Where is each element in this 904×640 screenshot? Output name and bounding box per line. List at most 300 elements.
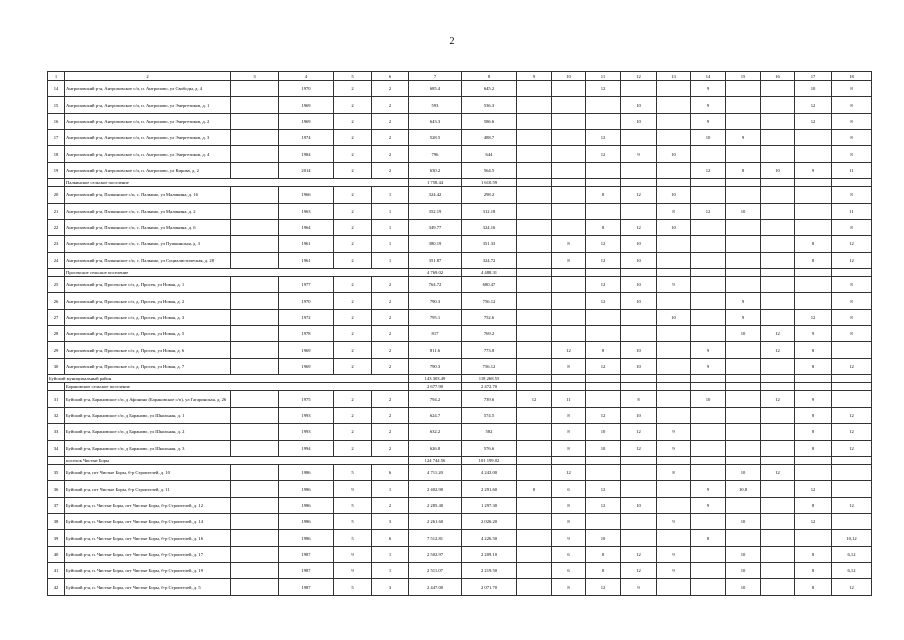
value-cell: 2: [334, 97, 372, 113]
value-cell: 2: [334, 293, 372, 309]
value-cell: 10: [621, 342, 657, 358]
value-cell: 4 711.20: [409, 465, 462, 481]
value-cell: [832, 268, 872, 276]
value-cell: [795, 383, 832, 391]
value-cell: [552, 293, 586, 309]
value-cell: 1: [372, 546, 409, 562]
value-cell: 1: [372, 219, 409, 235]
value-cell: 324.42: [409, 187, 462, 203]
value-cell: 2 071.70: [462, 579, 517, 595]
value-cell: 9: [795, 391, 832, 407]
row-number-cell: 27: [48, 309, 65, 325]
value-cell: 2: [334, 326, 372, 342]
value-cell: [795, 293, 832, 309]
value-cell: [832, 481, 872, 497]
column-number-cell: 10: [552, 72, 586, 81]
value-cell: 8: [552, 579, 586, 595]
value-cell: 626.8: [409, 440, 462, 456]
address-cell: Антроповский р-н, Просекское с/п, д. Просек, ул Новая, д. 6: [65, 342, 231, 358]
district-name-cell: Буйский муниципальный район: [48, 375, 409, 383]
value-cell: [761, 563, 795, 579]
value-cell: 10: [726, 579, 761, 595]
value-cell: [231, 236, 279, 252]
value-cell: [657, 407, 691, 423]
value-cell: [726, 187, 761, 203]
column-number-cell: 2: [65, 72, 231, 81]
value-cell: 1977: [279, 277, 334, 293]
row-number-cell: 30: [48, 358, 65, 374]
value-cell: 1993: [279, 407, 334, 423]
row-number-cell: 22: [48, 219, 65, 235]
value-cell: [621, 179, 657, 187]
value-cell: 4 226.50: [462, 530, 517, 546]
row-number-cell: 20: [48, 187, 65, 203]
value-cell: 1993: [279, 424, 334, 440]
value-cell: 2: [334, 252, 372, 268]
value-cell: [726, 113, 761, 129]
value-cell: [231, 113, 279, 129]
value-cell: 9: [657, 546, 691, 562]
value-cell: 9: [691, 342, 726, 358]
value-cell: [761, 375, 795, 383]
value-cell: 12: [586, 358, 621, 374]
value-cell: [621, 456, 657, 464]
value-cell: [517, 162, 552, 178]
value-cell: [231, 252, 279, 268]
value-cell: 811.6: [409, 342, 462, 358]
value-cell: 9: [726, 293, 761, 309]
value-cell: [795, 179, 832, 187]
value-cell: 12: [832, 236, 872, 252]
value-cell: 10: [657, 187, 691, 203]
page-number: 2: [449, 36, 455, 47]
value-cell: 351.87: [409, 252, 462, 268]
value-cell: 6,12: [832, 563, 872, 579]
table-row: [48, 277, 872, 293]
total-area-cell: 143 303.49: [409, 375, 462, 383]
value-cell: [691, 326, 726, 342]
value-cell: 582: [462, 424, 517, 440]
value-cell: [231, 563, 279, 579]
value-cell: 2 502.97: [409, 546, 462, 562]
column-number-cell: 11: [586, 72, 621, 81]
value-cell: [231, 530, 279, 546]
living-area-cell: 118 268.55: [462, 375, 517, 383]
address-cell: Буйский р-н, Барановское с/п, д Афонино (Барановское с/п), ул Гагаринская, д. 26: [65, 391, 231, 407]
value-cell: 8: [552, 440, 586, 456]
value-cell: [726, 81, 761, 97]
value-cell: [48, 456, 65, 464]
value-cell: 773.8: [462, 342, 517, 358]
value-cell: [761, 407, 795, 423]
value-cell: 12: [621, 219, 657, 235]
value-cell: 12: [586, 579, 621, 595]
value-cell: 2: [334, 203, 372, 219]
value-cell: 2: [372, 342, 409, 358]
table-row: [48, 97, 872, 113]
row-number-cell: 31: [48, 391, 65, 407]
value-cell: [795, 187, 832, 203]
value-cell: [761, 146, 795, 162]
value-cell: 352.19: [409, 203, 462, 219]
value-cell: [231, 391, 279, 407]
value-cell: 7 512.81: [409, 530, 462, 546]
value-cell: 2 209.10: [462, 546, 517, 562]
value-cell: 8: [832, 219, 872, 235]
value-cell: [761, 293, 795, 309]
value-cell: [691, 407, 726, 423]
value-cell: [552, 81, 586, 97]
value-cell: 536.3: [462, 97, 517, 113]
value-cell: [657, 268, 691, 276]
value-cell: 10: [795, 81, 832, 97]
value-cell: [691, 309, 726, 325]
value-cell: [586, 162, 621, 178]
row-number-cell: 36: [48, 481, 65, 497]
settlement-name-cell: поселок Чистые Боры: [65, 456, 409, 464]
value-cell: [517, 407, 552, 423]
value-cell: 12: [795, 481, 832, 497]
value-cell: 644: [462, 146, 517, 162]
value-cell: [832, 342, 872, 358]
value-cell: [657, 383, 691, 391]
column-number-cell: 18: [832, 72, 872, 81]
row-number-cell: 35: [48, 465, 65, 481]
value-cell: [657, 162, 691, 178]
value-cell: 2: [372, 391, 409, 407]
value-cell: 1978: [279, 326, 334, 342]
value-cell: 794.2: [409, 391, 462, 407]
address-cell: Антроповский р-н, Просекское с/п, д. Просек, ул Новая, д. 7: [65, 358, 231, 374]
value-cell: [552, 277, 586, 293]
address-cell: Буйский р-н, Барановское с/п, д Бараново, ул Школьная, д. 2: [65, 424, 231, 440]
value-cell: 1970: [279, 293, 334, 309]
value-cell: 2: [334, 440, 372, 456]
value-cell: 8: [832, 309, 872, 325]
value-cell: 10: [621, 97, 657, 113]
address-cell: Антроповский р-н, Просекское с/п, д. Просек, ул Новая, д. 5: [65, 326, 231, 342]
value-cell: [761, 187, 795, 203]
value-cell: 5: [334, 530, 372, 546]
value-cell: 10: [726, 514, 761, 530]
value-cell: [761, 309, 795, 325]
value-cell: 10: [586, 440, 621, 456]
value-cell: [761, 219, 795, 235]
table-body: [48, 72, 872, 596]
address-cell: Буйский р-н, пгт Чистые Боры, б-р Строителей, д. 11: [65, 481, 231, 497]
value-cell: [586, 97, 621, 113]
value-cell: 790.3: [409, 358, 462, 374]
value-cell: 630.2: [409, 162, 462, 178]
value-cell: 11: [552, 391, 586, 407]
table-row: [48, 252, 872, 268]
value-cell: [795, 268, 832, 276]
value-cell: [48, 383, 65, 391]
value-cell: [231, 497, 279, 513]
value-cell: 2: [372, 326, 409, 342]
value-cell: 2 219.50: [462, 563, 517, 579]
row-number-cell: 29: [48, 342, 65, 358]
value-cell: 1 297.30: [462, 497, 517, 513]
value-cell: 12: [586, 252, 621, 268]
value-cell: 12: [761, 342, 795, 358]
value-cell: [231, 407, 279, 423]
value-cell: [691, 424, 726, 440]
value-cell: [761, 252, 795, 268]
column-number-cell: 7: [409, 72, 462, 81]
value-cell: 2: [372, 277, 409, 293]
value-cell: 2014: [279, 162, 334, 178]
value-cell: [552, 383, 586, 391]
value-cell: [517, 252, 552, 268]
value-cell: 2: [334, 113, 372, 129]
value-cell: 9: [657, 440, 691, 456]
row-number-cell: 21: [48, 203, 65, 219]
value-cell: [795, 219, 832, 235]
value-cell: 10: [621, 236, 657, 252]
value-cell: 2 511.07: [409, 563, 462, 579]
value-cell: 12: [552, 465, 586, 481]
value-cell: [231, 358, 279, 374]
column-number-cell: 4: [279, 72, 334, 81]
value-cell: [691, 375, 726, 383]
column-number-cell: 3: [231, 72, 279, 81]
value-cell: 11: [832, 162, 872, 178]
value-cell: 10: [657, 219, 691, 235]
address-cell: Антроповский р-н, Палкинское с/п, с. Палкино, ул Малинина, д. 16: [65, 187, 231, 203]
value-cell: 12: [832, 407, 872, 423]
value-cell: 10: [726, 563, 761, 579]
value-cell: [621, 465, 657, 481]
value-cell: [517, 293, 552, 309]
row-number-cell: 23: [48, 236, 65, 252]
value-cell: [761, 130, 795, 146]
value-cell: 9: [657, 277, 691, 293]
table-row: [48, 219, 872, 235]
value-cell: 9: [795, 162, 832, 178]
value-cell: [657, 252, 691, 268]
value-cell: [621, 481, 657, 497]
value-cell: [761, 113, 795, 129]
value-cell: 685.4: [409, 81, 462, 97]
value-cell: 8: [832, 326, 872, 342]
address-cell: Антроповский р-н, Палкинское с/п, с. Палкино, ул Пушкинская, д. 3: [65, 236, 231, 252]
value-cell: [231, 162, 279, 178]
row-number-cell: 25: [48, 277, 65, 293]
total-area-cell: 2 677.90: [409, 383, 462, 391]
total-area-cell: 124 744.56: [409, 456, 462, 464]
value-cell: [621, 81, 657, 97]
value-cell: [657, 530, 691, 546]
value-cell: [517, 130, 552, 146]
value-cell: [517, 187, 552, 203]
value-cell: 10: [691, 391, 726, 407]
value-cell: 10: [657, 309, 691, 325]
value-cell: 1994: [279, 440, 334, 456]
value-cell: [761, 268, 795, 276]
value-cell: [657, 497, 691, 513]
table-row: [48, 407, 872, 423]
table-row: [48, 563, 872, 579]
value-cell: 12: [552, 342, 586, 358]
value-cell: 2: [334, 187, 372, 203]
value-cell: 9: [334, 546, 372, 562]
value-cell: 10: [621, 113, 657, 129]
value-cell: [517, 268, 552, 276]
value-cell: 10: [586, 530, 621, 546]
table-row: [48, 546, 872, 562]
table-row: [48, 162, 872, 178]
value-cell: [586, 514, 621, 530]
column-number-cell: 13: [657, 72, 691, 81]
value-cell: [517, 375, 552, 383]
value-cell: 1: [372, 481, 409, 497]
value-cell: 12: [691, 162, 726, 178]
value-cell: 8: [795, 424, 832, 440]
value-cell: 12: [586, 497, 621, 513]
value-cell: 2: [334, 130, 372, 146]
table-row: [48, 146, 872, 162]
value-cell: 790.3: [409, 293, 462, 309]
value-cell: [552, 113, 586, 129]
value-cell: 8: [795, 252, 832, 268]
value-cell: 564.5: [462, 162, 517, 178]
value-cell: 12: [586, 293, 621, 309]
value-cell: 12: [795, 97, 832, 113]
value-cell: 8: [832, 293, 872, 309]
value-cell: [726, 383, 761, 391]
settlement-subtotal-row: [48, 456, 872, 464]
column-number-cell: 9: [517, 72, 552, 81]
value-cell: 2: [372, 440, 409, 456]
value-cell: 8: [795, 579, 832, 595]
value-cell: [552, 219, 586, 235]
value-cell: [586, 383, 621, 391]
value-cell: [691, 579, 726, 595]
value-cell: 2: [334, 81, 372, 97]
value-cell: 1964: [279, 219, 334, 235]
value-cell: 8: [586, 187, 621, 203]
value-cell: 2: [372, 309, 409, 325]
table-row: [48, 497, 872, 513]
value-cell: [691, 268, 726, 276]
value-cell: 756.12: [462, 358, 517, 374]
table-row: [48, 440, 872, 456]
address-cell: Буйский р-н, Барановское с/п, д Бараново, ул Школьная, д. 3: [65, 440, 231, 456]
settlement-subtotal-row: [48, 179, 872, 187]
table-row: [48, 326, 872, 342]
value-cell: 8: [726, 162, 761, 178]
value-cell: 12: [832, 252, 872, 268]
value-cell: 1969: [279, 113, 334, 129]
value-cell: [726, 424, 761, 440]
value-cell: [586, 375, 621, 383]
row-number-cell: 19: [48, 162, 65, 178]
value-cell: 12: [586, 81, 621, 97]
value-cell: 8: [795, 440, 832, 456]
table-row: [48, 342, 872, 358]
value-cell: [231, 514, 279, 530]
value-cell: 6: [372, 465, 409, 481]
value-cell: 12: [832, 424, 872, 440]
row-number-cell: 28: [48, 326, 65, 342]
value-cell: 12: [586, 146, 621, 162]
value-cell: 380.19: [409, 236, 462, 252]
value-cell: [586, 179, 621, 187]
value-cell: [552, 203, 586, 219]
value-cell: [795, 130, 832, 146]
settlement-name-cell: Просекское сельское поселение: [65, 268, 409, 276]
row-number-cell: 41: [48, 563, 65, 579]
living-area-cell: 101 199.02: [462, 456, 517, 464]
value-cell: 593: [409, 97, 462, 113]
value-cell: [552, 162, 586, 178]
value-cell: 10: [621, 497, 657, 513]
value-cell: 2 261.60: [409, 514, 462, 530]
value-cell: 10: [621, 293, 657, 309]
value-cell: [231, 481, 279, 497]
value-cell: [795, 203, 832, 219]
table-row: [48, 81, 872, 97]
value-cell: 1: [372, 563, 409, 579]
address-cell: Буйский р-н, п. Чистые Боры, пгт Чистые Боры, б-р Строителей, д. 12: [65, 497, 231, 513]
value-cell: [586, 465, 621, 481]
value-cell: [726, 179, 761, 187]
value-cell: 2: [334, 219, 372, 235]
value-cell: 12: [832, 440, 872, 456]
value-cell: [726, 440, 761, 456]
value-cell: 1966: [279, 187, 334, 203]
value-cell: [621, 130, 657, 146]
value-cell: 1986: [279, 514, 334, 530]
value-cell: [231, 81, 279, 97]
value-cell: 6,12: [832, 546, 872, 562]
value-cell: [552, 375, 586, 383]
value-cell: 8: [795, 236, 832, 252]
value-cell: 1: [372, 236, 409, 252]
row-number-cell: 42: [48, 579, 65, 595]
value-cell: [517, 342, 552, 358]
value-cell: 12: [761, 465, 795, 481]
value-cell: 8: [832, 81, 872, 97]
address-cell: Буйский р-н, п. Чистые Боры, пгт Чистые Боры, б-р Строителей, д. 16: [65, 530, 231, 546]
value-cell: [48, 179, 65, 187]
value-cell: [231, 219, 279, 235]
value-cell: 1963: [279, 203, 334, 219]
value-cell: 10: [726, 465, 761, 481]
value-cell: [586, 456, 621, 464]
value-cell: 8: [657, 203, 691, 219]
column-number-cell: 12: [621, 72, 657, 81]
value-cell: 8: [832, 277, 872, 293]
value-cell: 9: [726, 130, 761, 146]
value-cell: [726, 97, 761, 113]
value-cell: 12: [832, 579, 872, 595]
value-cell: 8: [552, 497, 586, 513]
table-row: [48, 113, 872, 129]
value-cell: [517, 563, 552, 579]
value-cell: 12: [691, 203, 726, 219]
value-cell: [586, 113, 621, 129]
value-cell: [517, 277, 552, 293]
address-cell: Антроповский р-н, Просекское с/п, д. Просек, ул Новая, д. 1: [65, 277, 231, 293]
value-cell: [657, 326, 691, 342]
value-cell: 2: [372, 146, 409, 162]
living-area-cell: 4 488.31: [462, 268, 517, 276]
value-cell: 324.72: [462, 252, 517, 268]
value-cell: 2: [372, 113, 409, 129]
value-cell: 10,12: [832, 530, 872, 546]
